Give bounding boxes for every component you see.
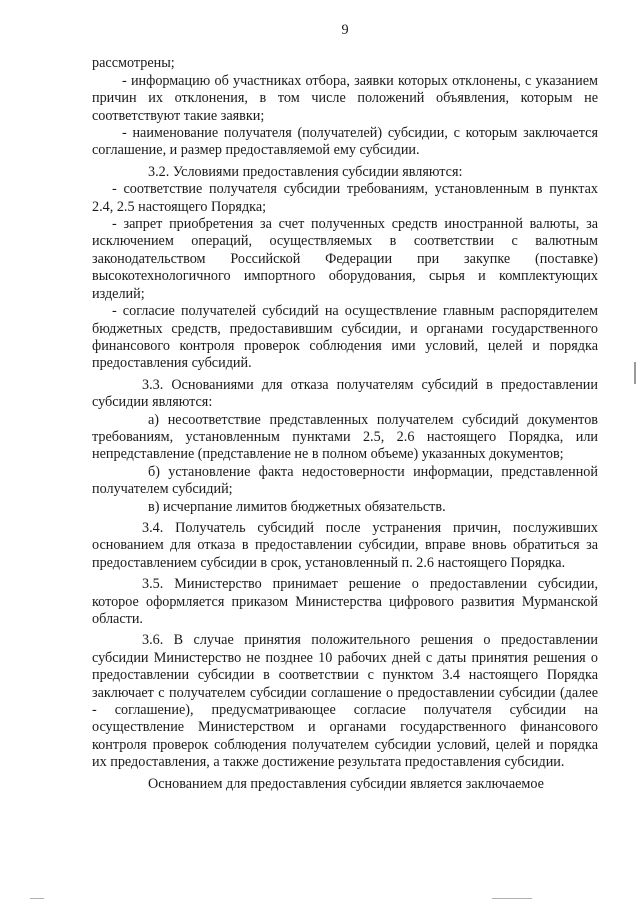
document-page [92, 22, 598, 793]
scan-margin-mark [634, 362, 636, 384]
paragraph-rejected-participants: - информацию об участниках отбора, заявки которых отклонены, с указанием причин их отклонения, в том числе положений объявления, которым не соответствуют такие заявки; [92, 72, 598, 124]
paragraph-considered: рассмотрены; [92, 55, 175, 72]
list-item-b: б) установление факта недостоверности информации, представленной получателем субсидий; [92, 463, 598, 498]
paragraph-3-2-currency-ban: - запрет приобретения за счет полученных средств иностранной валюты, за исключением операций, осуществляемых в соответствии с валютным законодательством Российской Федерации при закупке (поставке) высокотехнологичного импортного оборудования, сырья и комплектующих изделий; [92, 216, 598, 302]
paragraph-3-3-heading: 3.3. Основаниями для отказа получателям субсидий в предоставлении субсидии являются: [92, 376, 598, 411]
paragraph-3-5: 3.5. Министерство принимает решение о предоставлении субсидии, которое оформляется приказом Министерства цифрового развития Мурманской области. [92, 576, 598, 627]
paragraph-3-6: 3.6. В случае принятия положительного решения о предоставлении субсидии Министерство не позднее 10 рабочих дней с даты принятия решения о предоставлении субсидии в соответствии с пунктом 3.4 настоящего Порядка заключает с получателем субсидии соглашение о предоставлении субсидии (далее - соглашение), предусматривающее согласие получателя субсидии на осуществление Министерством и органами государственного финансового контроля проверок соблюдения получателем субсидии условий, целей и порядка их предоставления, а также достижение результата предоставления субсидии. [92, 632, 598, 771]
list-item-v: в) исчерпание лимитов бюджетных обязательств. [148, 498, 446, 515]
list-item-a: а) несоответствие представленных получателем субсидий документов требованиям, установленным пунктами 2.5, 2.6 настоящего Порядка, или непредставление (представление не в полном объеме) указанных документов; [92, 411, 598, 463]
paragraph-3-2-heading: 3.2. Условиями предоставления субсидии являются: [148, 163, 463, 180]
paragraph-3-2-compliance: - соответствие получателя субсидии требованиям, установленным в пунктах 2.4, 2.5 настоящего Порядка; [92, 181, 598, 215]
scan-bottom-mark-left [30, 898, 44, 899]
paragraph-basis: Основанием для предоставления субсидии является заключаемое [148, 775, 544, 792]
page-number: 9 [341, 22, 349, 38]
scan-bottom-mark-right [492, 898, 532, 899]
paragraph-3-2-consent: - согласие получателей субсидий на осуществление главным распорядителем бюджетных средств, предоставившим субсидии, и органами государственного финансового контроля проверок соблюдения ими условий, целей и порядка предоставления субсидий. [92, 303, 598, 372]
paragraph-recipient-name: - наименование получателя (получателей) субсидии, с которым заключается соглашение, и размер предоставляемой ему субсидии. [92, 125, 598, 159]
paragraph-3-4: 3.4. Получатель субсидий после устранения причин, послуживших основанием для отказа в предоставлении субсидии, вправе вновь обратиться за предоставлением субсидии в срок, установленный п. 2.6 настоящего Порядка. [92, 519, 598, 571]
